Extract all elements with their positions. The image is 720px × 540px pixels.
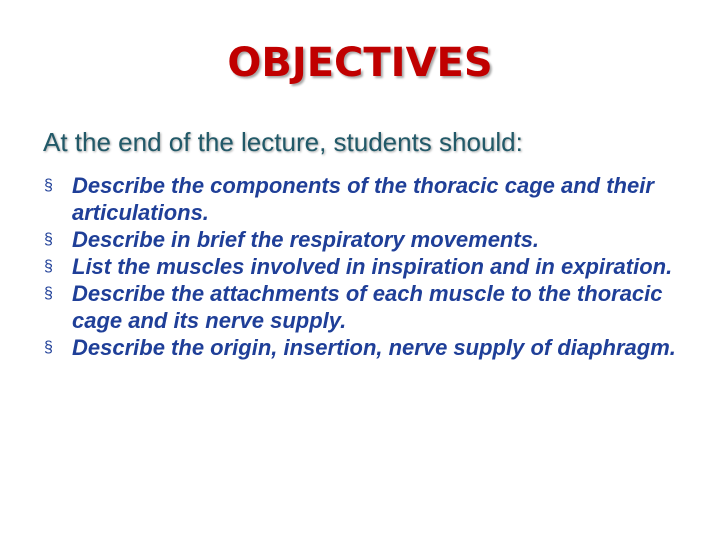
objective-item — [44, 253, 684, 280]
bullet-icon: § — [44, 285, 53, 302]
bullet-icon: § — [44, 258, 53, 275]
objective-item — [44, 334, 684, 361]
objective-item — [44, 172, 684, 226]
objective-text: Describe the components of the thoracic cage and their articulations. — [72, 173, 654, 225]
objective-text: List the muscles involved in inspiration and in expiration. — [72, 254, 673, 279]
objective-item — [44, 226, 684, 253]
objective-text: Describe the origin, insertion, nerve supply of diaphragm. — [72, 335, 676, 360]
objective-text: Describe the attachments of each muscle to the thoracic cage and its nerve supply. — [72, 281, 663, 333]
slide-subtitle: At the end of the lecture, students should: — [43, 127, 523, 157]
slide-title: OBJECTIVES — [227, 40, 493, 86]
objective-item — [44, 280, 684, 334]
bullet-icon: § — [44, 177, 53, 194]
bullet-icon: § — [44, 231, 53, 248]
objectives-list — [44, 172, 684, 361]
objective-text: Describe in brief the respiratory movements. — [72, 227, 540, 252]
bullet-icon: § — [44, 339, 53, 356]
